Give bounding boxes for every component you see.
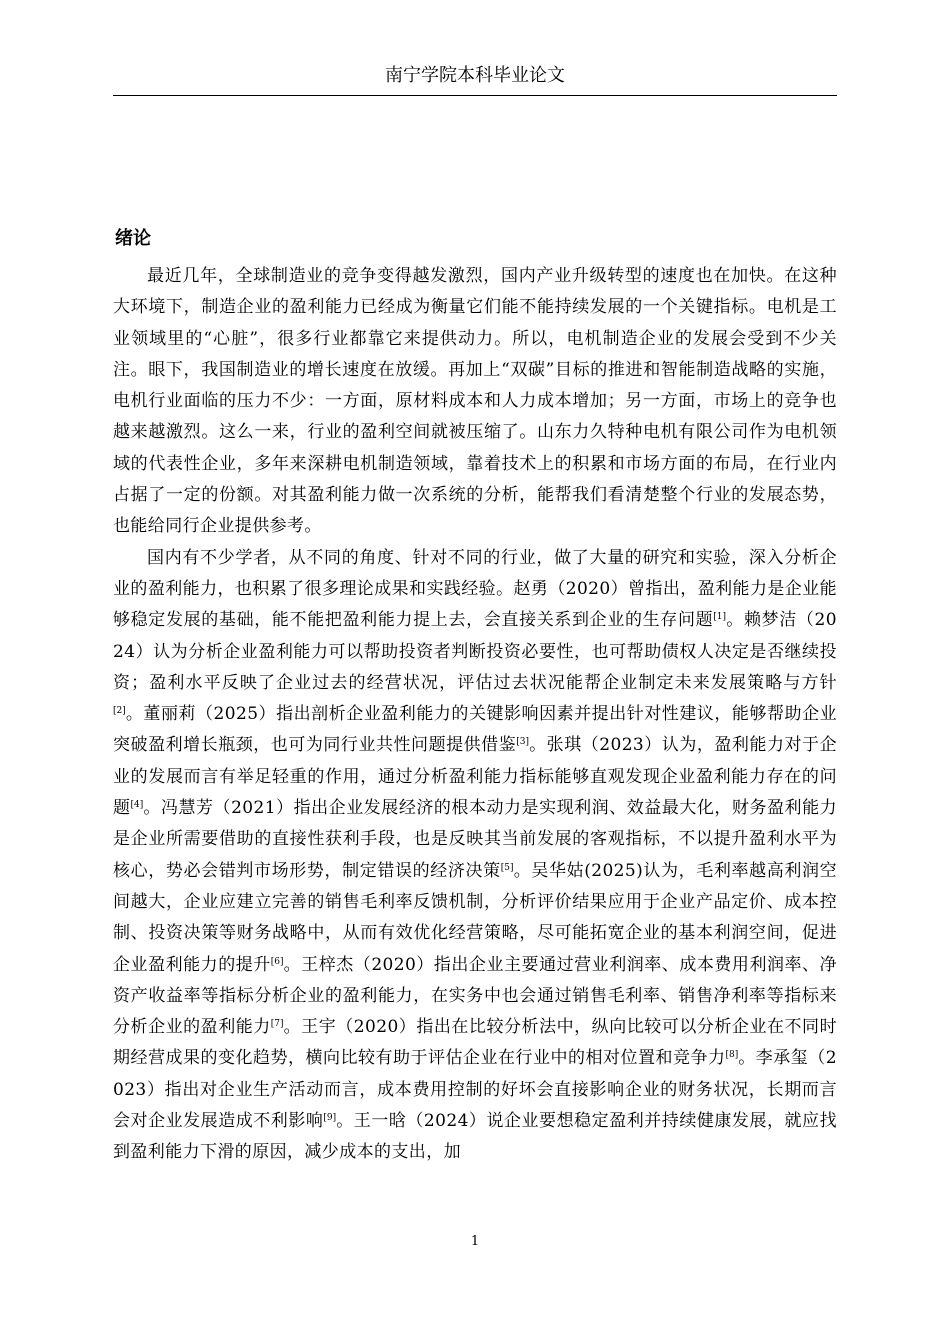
paragraph-text: 。王梓杰（2020）指出企业主要通过营业利润率、成本费用利润率、净资产收益率等指标分析企业的盈利能力，在实务中也会通过销售毛利率、销售净利率等指标来分析企业的盈利能力: [113, 954, 837, 1038]
paragraph-text: 。赖梦洁（2024）认为分析企业盈利能力可以帮助投资者判断投资必要性，也可帮助债权人决定是否继续投资；盈利水平反映了企业过去的经营状况，评估过去状况能帮企业制定未来发展策略与方针: [113, 610, 837, 693]
citation-marker: [8]: [725, 1050, 739, 1061]
running-header: 南宁学院本科毕业论文: [385, 65, 565, 86]
citation-marker: [3]: [516, 737, 529, 748]
header-rule: [113, 95, 837, 96]
body-text: [113, 261, 837, 1169]
paragraph-text: 。吴华姑(2025)认为，毛利率越高利润空间越大，企业应建立完善的销售毛利率反馈机制，分析评价结果应用于企业产品定价、成本控制、投资决策等财务战略中，从而有效优化经营策略，尽可能拓宽企业的基本利润空间，促进企业盈利能力的提升: [113, 860, 837, 975]
section-heading: 绪论: [115, 228, 151, 249]
citation-marker: [9]: [323, 1113, 337, 1124]
paragraph-text: 。李承玺（2023）指出对企业生产活动而言，成本费用控制的好坏会直接影响企业的财务状况，长期而言会对企业发展造成不利影响: [113, 1048, 838, 1132]
paragraph-text: 。董丽莉（2025）指出剖析企业盈利能力的关键影响因素并提出针对性建议，能够帮助企业突破盈利增长瓶颈，也可为同行业共性问题提供借鉴: [113, 704, 837, 756]
body-paragraph: [113, 543, 837, 1169]
citation-marker: [7]: [270, 1019, 284, 1030]
paragraph-text: 。张琪（2023）认为，盈利能力对于企业的发展而言有举足轻重的作用，通过分析盈利能力指标能够直观发现企业盈利能力存在的问题: [113, 735, 837, 819]
paragraph-text: 最近几年，全球制造业的竞争变得越发激烈，国内产业升级转型的速度也在加快。在这种大环境下，制造企业的盈利能力已经成为衡量它们能不能持续发展的一个关键指标。电机是工业领域里的“心脏”，很多行业都靠它来提供动力。所以，电机制造企业的发展会受到不少关注。眼下，我国制造业的增长速度在放缓。再加上“双碳”目标的推进和智能制造战略的实施，电机行业面临的压力不少：一方面，原材料成本和人力成本增加；另一方面，市场上的竞争也越来越激烈。这么一来，行业的盈利空间就被压缩了。山东力久特种电机有限公司作为电机领域的代表性企业，多年来深耕电机制造领域，靠着技术上的积累和市场方面的布局，在行业内占据了一定的份额。对其盈利能力做一次系统的分析，能帮我们看清楚整个行业的发展态势，也能给同行企业提供参考。: [113, 266, 837, 537]
page-number: 1: [470, 1234, 480, 1249]
paragraph-text: 。王宇（2020）指出在比较分析法中，纵向比较可以分析企业在不同时期经营成果的变化趋势，横向比较有助于评估企业在行业中的相对位置和竞争力: [113, 1017, 837, 1069]
citation-marker: [5]: [500, 862, 514, 873]
citation-marker: [1]: [713, 612, 727, 623]
paragraph-text: 。冯慧芳（2021）指出企业发展经济的根本动力是实现利润、效益最大化，财务盈利能力是企业所需要借助的直接性获利手段，也是反映其当前发展的客观指标，不以提升盈利水平为核心，势必会错判市场形势，制定错误的经济决策: [113, 798, 837, 881]
citation-marker: [2]: [113, 706, 126, 717]
citation-marker: [6]: [270, 956, 284, 967]
paragraph-text: 国内有不少学者，从不同的角度、针对不同的行业，做了大量的研究和实验，深入分析企业的盈利能力，也积累了很多理论成果和实践经验。赵勇（2020）曾指出，盈利能力是企业能够稳定发展的基础，能不能把盈利能力提上去，会直接关系到企业的生存问题: [113, 547, 837, 631]
paragraph-text: 。王一晗（2024）说企业要想稳定盈利并持续健康发展，就应找到盈利能力下滑的原因，减少成本的支出，加: [113, 1111, 837, 1163]
body-paragraph: [113, 261, 837, 543]
citation-marker: [4]: [130, 800, 144, 811]
